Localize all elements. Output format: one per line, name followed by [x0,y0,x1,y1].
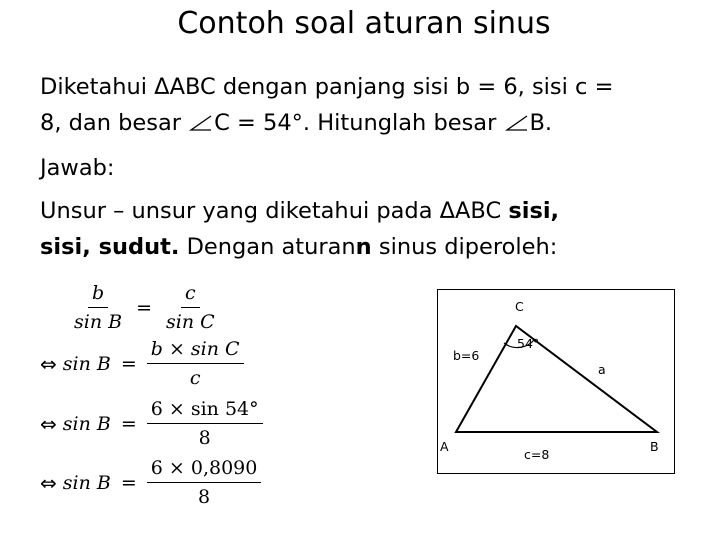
fraction-numerator: 6 × 0,8090 [147,457,262,483]
fraction-denominator: 8 [198,427,211,449]
equals-sign: = [120,352,137,375]
side-c-label: c=8 [524,447,550,462]
problem-line-1 [40,72,613,102]
problem-text-1: Diketahui ΔABC dengan panjang sisi b = 6, sisi c = [40,74,614,100]
side-b-label: b=6 [453,348,480,363]
fraction-denominator: sin B [74,311,123,333]
explanation-text-3: sinus diperoleh: [371,234,558,260]
equation-3 [40,398,263,449]
fraction [147,457,262,508]
equals-sign: = [136,296,152,319]
fraction [162,282,219,333]
explanation-text-1: Unsur – unsur yang diketahui pada ΔABC [40,198,509,224]
problem-text-2c: B. [529,110,553,136]
fraction-numerator: b [88,282,108,308]
problem-line-2 [40,108,552,138]
fraction-denominator: sin C [166,311,215,333]
equation-lhs: sin B [62,352,111,375]
explanation-bold-2: sisi, sudut. [40,234,180,260]
problem-text-2a: 8, dan besar [40,110,181,136]
equation-1 [70,282,219,333]
explanation-line-2 [40,232,557,262]
fraction-numerator: b × sin C [147,338,244,364]
fraction-numerator: 6 × sin 54° [147,398,263,424]
angle-icon [189,114,213,132]
iff-symbol: ⇔ [40,351,57,376]
triangle-figure [438,290,674,473]
equation-2 [40,338,244,389]
iff-symbol: ⇔ [40,470,57,495]
vertex-c-label: C [515,299,524,314]
equals-sign: = [120,471,137,494]
fraction-denominator: 8 [198,486,211,508]
equation-lhs: sin B [62,471,111,494]
iff-symbol: ⇔ [40,411,57,436]
vertex-a-label: A [440,439,449,454]
problem-text-2b: C = 54°. Hitunglah besar [214,110,497,136]
equation-lhs: sin B [62,412,111,435]
fraction-denominator: c [189,367,201,389]
explanation-line-1 [40,196,559,226]
angle-icon [505,114,529,132]
triangle-diagram [437,289,675,474]
explanation-text-2: Dengan aturan [179,234,356,260]
explanation-bold-n: n [355,234,372,260]
angle-c-label: 54° [517,336,540,351]
fraction [147,398,263,449]
equals-sign: = [120,412,137,435]
fraction [70,282,126,333]
answer-label: Jawab: [40,155,115,181]
slide-title: Contoh soal aturan sinus [177,6,551,41]
explanation-bold-1: sisi, [508,198,560,224]
triangle-shape [456,326,657,432]
equation-4 [40,457,261,508]
vertex-b-label: B [650,439,659,454]
side-a-label: a [598,362,606,377]
fraction-numerator: c [181,282,200,308]
fraction [147,338,244,389]
